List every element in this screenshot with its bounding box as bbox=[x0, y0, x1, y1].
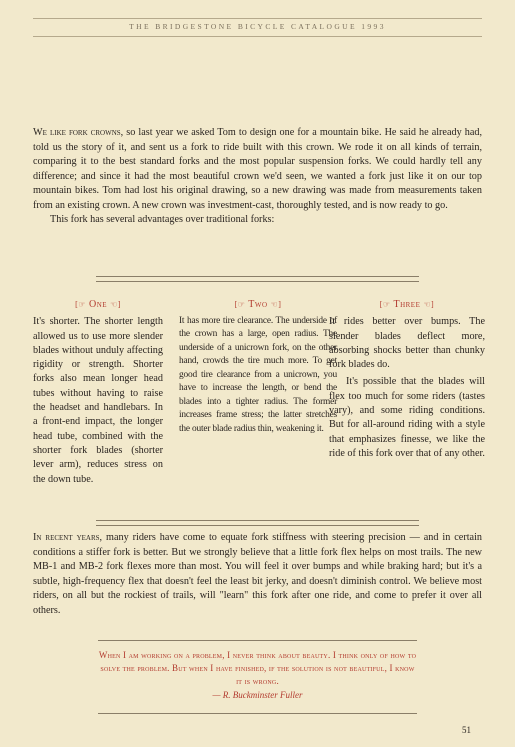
intro-body: so last year we asked Tom to design one for a mountain bike. He said he already had, told us the story of it, and sent us a fork to ride built with this crown. We rode it on all kinds of terrain, comparing it to the best standard forks and the most popular suspension forks. We could hardly tell any difference; and since it had the most beautiful crown we'd seen, we wanted a fork just like it on our top mountain bikes. Tom had lost his original drawing, so a new drawing was made from measurements taken from an existing crown. A new crown was investment-cast, thoroughly tested, and is now ready to go. bbox=[33, 127, 482, 211]
section-divider-bottom bbox=[96, 520, 419, 526]
ornament-left-icon: [☞ bbox=[75, 300, 86, 309]
column-heading-one bbox=[33, 298, 163, 312]
intro-advantages-line: This fork has several advantages over traditional forks: bbox=[50, 214, 275, 225]
intro-paragraph bbox=[33, 126, 482, 213]
closing-body: many riders have come to equate fork stiffness with steering precision — and in certain conditions a stiffer fork is better. But we strongly believe that a little fork flex helps on most trails. The new MB-1 and MB-2 fork flexes more than most. You will feel it over bumps and while braking hard; but it's a subtle, high-frequency flex that doesn't feel the least bit jerky, and doesn't diminish control. We believe most riders, on all but the rockiest of trails, will "learn" this fork after one ride, and come to prefer it over all others. bbox=[33, 532, 482, 616]
column-two-text: It has more tire clearance. The underside of the crown has a large, open radius. The underside of a unicrown fork, on the other hand, crowds the tire much more. To get good tire clearance from a unicrown, you have to increase the length, or bend the blades into a tighter radius. The former increases frame stress; the latter stretches the outer blade radius thin, weakening it. bbox=[179, 315, 337, 434]
intro-lead-in: We like fork crowns, bbox=[33, 127, 124, 138]
column-one-text: It's shorter. The shorter length allowed us to use more slender blades without unduly affecting rigidity or strength. Shorter forks also mean longer head tubes without having to raise the headset and handlebars. In a front-end impact, the longer head tube, combined with the shorter fork blades (shorter lever arm), reduces stress on the down tube. bbox=[33, 316, 163, 485]
column-heading-three bbox=[329, 298, 485, 312]
header-rule-bottom bbox=[33, 36, 482, 37]
ornament-right-icon: ☜] bbox=[423, 300, 435, 309]
section-divider-top bbox=[96, 276, 419, 282]
ornament-left-icon: [☞ bbox=[379, 300, 391, 309]
pull-quote bbox=[98, 640, 417, 714]
intro-section bbox=[33, 126, 482, 228]
column-heading-three-label: Three bbox=[393, 299, 421, 310]
column-heading-two-label: Two bbox=[248, 299, 268, 310]
ornament-left-icon: [☞ bbox=[234, 300, 246, 309]
advantage-column-two bbox=[179, 298, 337, 436]
column-heading-one-label: One bbox=[88, 299, 108, 310]
column-three-text: It rides better over bumps. The slender blades deflect more, absorbing shocks better than chunky fork blades do. bbox=[329, 316, 485, 371]
advantage-column-three bbox=[329, 298, 485, 461]
ornament-right-icon: ☜] bbox=[110, 300, 121, 309]
pull-quote-text: When I am working on a problem, I never think about beauty. I think only of how to solve the problem. But when I have finished, if the solution is not beautiful, I know it is wrong. bbox=[98, 650, 417, 687]
advantage-column-one bbox=[33, 298, 163, 487]
header-rule-top bbox=[33, 18, 482, 19]
closing-section bbox=[33, 531, 482, 618]
page-number: 51 bbox=[462, 725, 471, 735]
closing-paragraph bbox=[33, 531, 482, 618]
column-three-text-second: It's possible that the blades will flex too much for some riders (tastes vary), and some riding conditions. But for all-around riding with a style that emphasizes finesse, we like the ride of this fork over that of any other. bbox=[329, 376, 485, 459]
pull-quote-attribution: — R. Buckminster Fuller bbox=[212, 689, 303, 700]
advantages-columns bbox=[33, 298, 485, 508]
closing-lead-in: In recent years, bbox=[33, 532, 103, 543]
column-heading-two bbox=[179, 298, 337, 312]
ornament-right-icon: ☜] bbox=[270, 300, 282, 309]
running-header: THE BRIDGESTONE BICYCLE CATALOGUE 1993 bbox=[129, 22, 386, 31]
